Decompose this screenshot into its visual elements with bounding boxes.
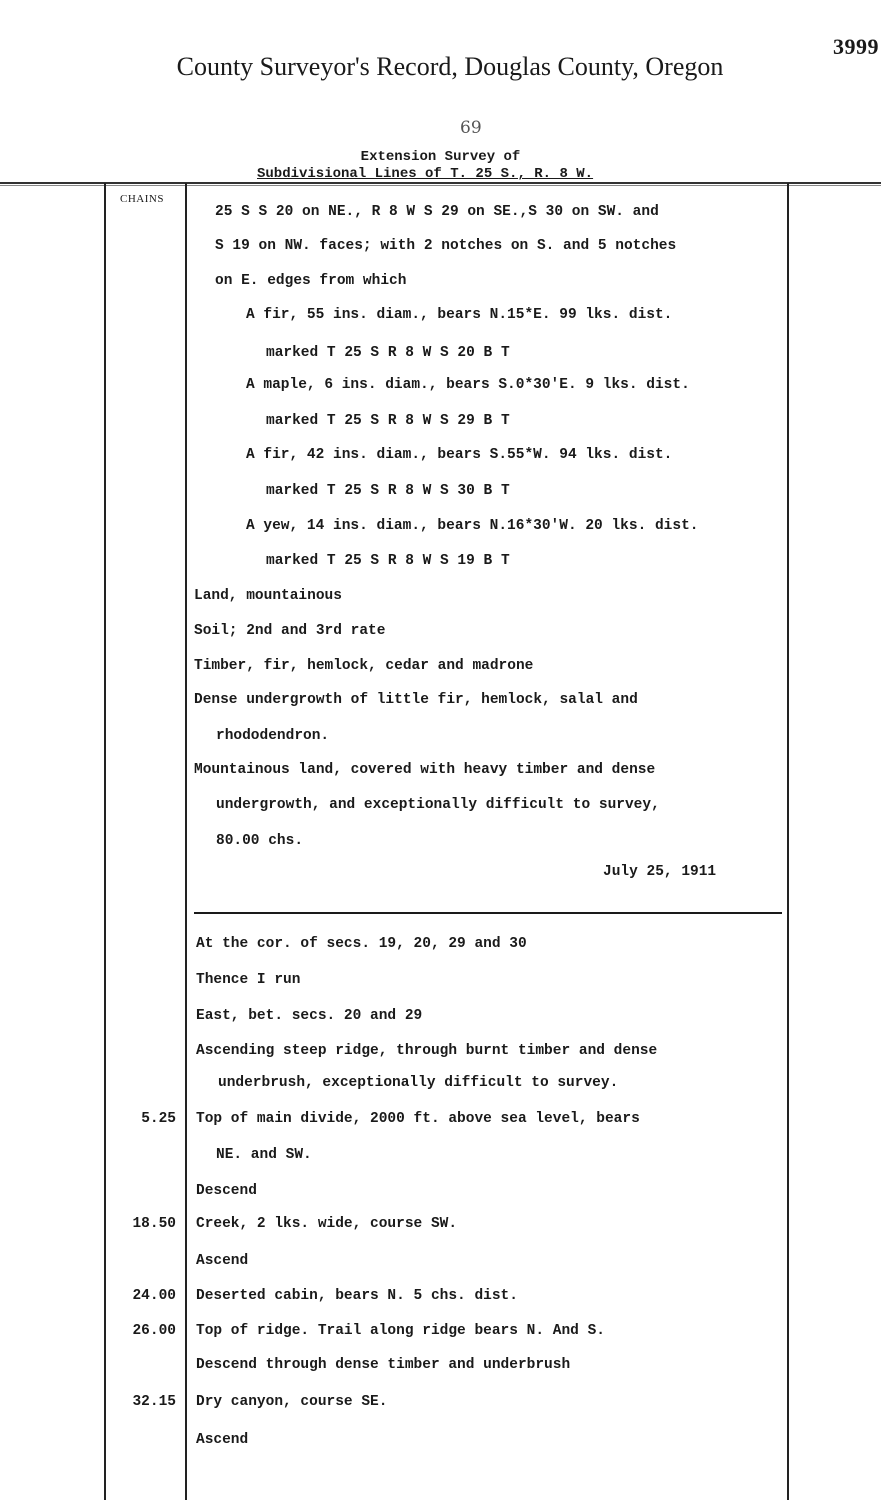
record-line: marked T 25 S R 8 W S 19 B T — [266, 553, 510, 569]
survey-title: Extension Survey of — [360, 149, 521, 165]
record-line: Ascend — [196, 1253, 249, 1269]
chains-value: 24.00 — [132, 1288, 176, 1304]
record-line: marked T 25 S R 8 W S 29 B T — [266, 413, 510, 429]
record-line: A maple, 6 ins. diam., bears S.0*30'E. 9 lks. dist. — [246, 377, 690, 393]
chains-value: 32.15 — [132, 1394, 176, 1410]
record-line: Top of ridge. Trail along ridge bears N. And S. — [196, 1323, 605, 1339]
record-line: rhododendron. — [216, 728, 330, 744]
record-line: underbrush, exceptionally difficult to survey. — [218, 1075, 619, 1091]
entry-separator — [194, 912, 782, 914]
chains-column-line — [185, 183, 187, 1500]
record-line: on E. edges from which — [215, 273, 407, 289]
left-margin-line — [104, 183, 106, 1500]
record-line: Thence I run — [196, 972, 301, 988]
record-line: 80.00 chs. — [216, 833, 304, 849]
chains-value: 18.50 — [132, 1216, 176, 1232]
record-line: Land, mountainous — [194, 588, 342, 604]
record-line: Descend through dense timber and underbrush — [196, 1357, 571, 1373]
record-line: marked T 25 S R 8 W S 30 B T — [266, 483, 510, 499]
record-line: NE. and SW. — [216, 1147, 312, 1163]
record-line: Mountainous land, covered with heavy timber and dense — [194, 762, 656, 778]
record-line: East, bet. secs. 20 and 29 — [196, 1008, 423, 1024]
record-line: 25 S S 20 on NE., R 8 W S 29 on SE.,S 30 on SW. and — [215, 204, 659, 220]
record-line: undergrowth, and exceptionally difficult to survey, — [216, 797, 660, 813]
page-number: 3999 — [833, 34, 879, 59]
survey-subtitle: Subdivisional Lines of T. 25 S., R. 8 W. — [257, 166, 594, 182]
record-line: Ascend — [196, 1432, 249, 1448]
record-line: Dense undergrowth of little fir, hemlock, salal and — [194, 692, 638, 708]
record-line: Descend — [196, 1183, 257, 1199]
page-title: County Surveyor's Record, Douglas County, Oregon — [176, 52, 724, 81]
record-line: A fir, 55 ins. diam., bears N.15*E. 99 lks. dist. — [246, 307, 673, 323]
header-rule-secondary — [0, 185, 881, 186]
header-rule — [0, 182, 881, 184]
right-margin-line — [787, 183, 789, 1500]
record-line: Ascending steep ridge, through burnt timber and dense — [196, 1043, 658, 1059]
record-line: A fir, 42 ins. diam., bears S.55*W. 94 lks. dist. — [246, 447, 673, 463]
record-line: Timber, fir, hemlock, cedar and madrone — [194, 658, 534, 674]
record-line: A yew, 14 ins. diam., bears N.16*30'W. 20 lks. dist. — [246, 518, 699, 534]
record-line: Dry canyon, course SE. — [196, 1394, 388, 1410]
record-line: July 25, 1911 — [603, 864, 717, 880]
chains-value: 26.00 — [132, 1323, 176, 1339]
chains-column-header: CHAINS — [120, 193, 164, 205]
record-line: S 19 on NW. faces; with 2 notches on S. and 5 notches — [215, 238, 677, 254]
record-line: At the cor. of secs. 19, 20, 29 and 30 — [196, 936, 527, 952]
handwritten-page-number: 69 — [460, 118, 482, 138]
chains-value: 5.25 — [141, 1111, 176, 1127]
record-line: Creek, 2 lks. wide, course SW. — [196, 1216, 458, 1232]
record-line: Soil; 2nd and 3rd rate — [194, 623, 386, 639]
record-line: marked T 25 S R 8 W S 20 B T — [266, 345, 510, 361]
record-line: Top of main divide, 2000 ft. above sea level, bears — [196, 1111, 640, 1127]
record-line: Deserted cabin, bears N. 5 chs. dist. — [196, 1288, 518, 1304]
